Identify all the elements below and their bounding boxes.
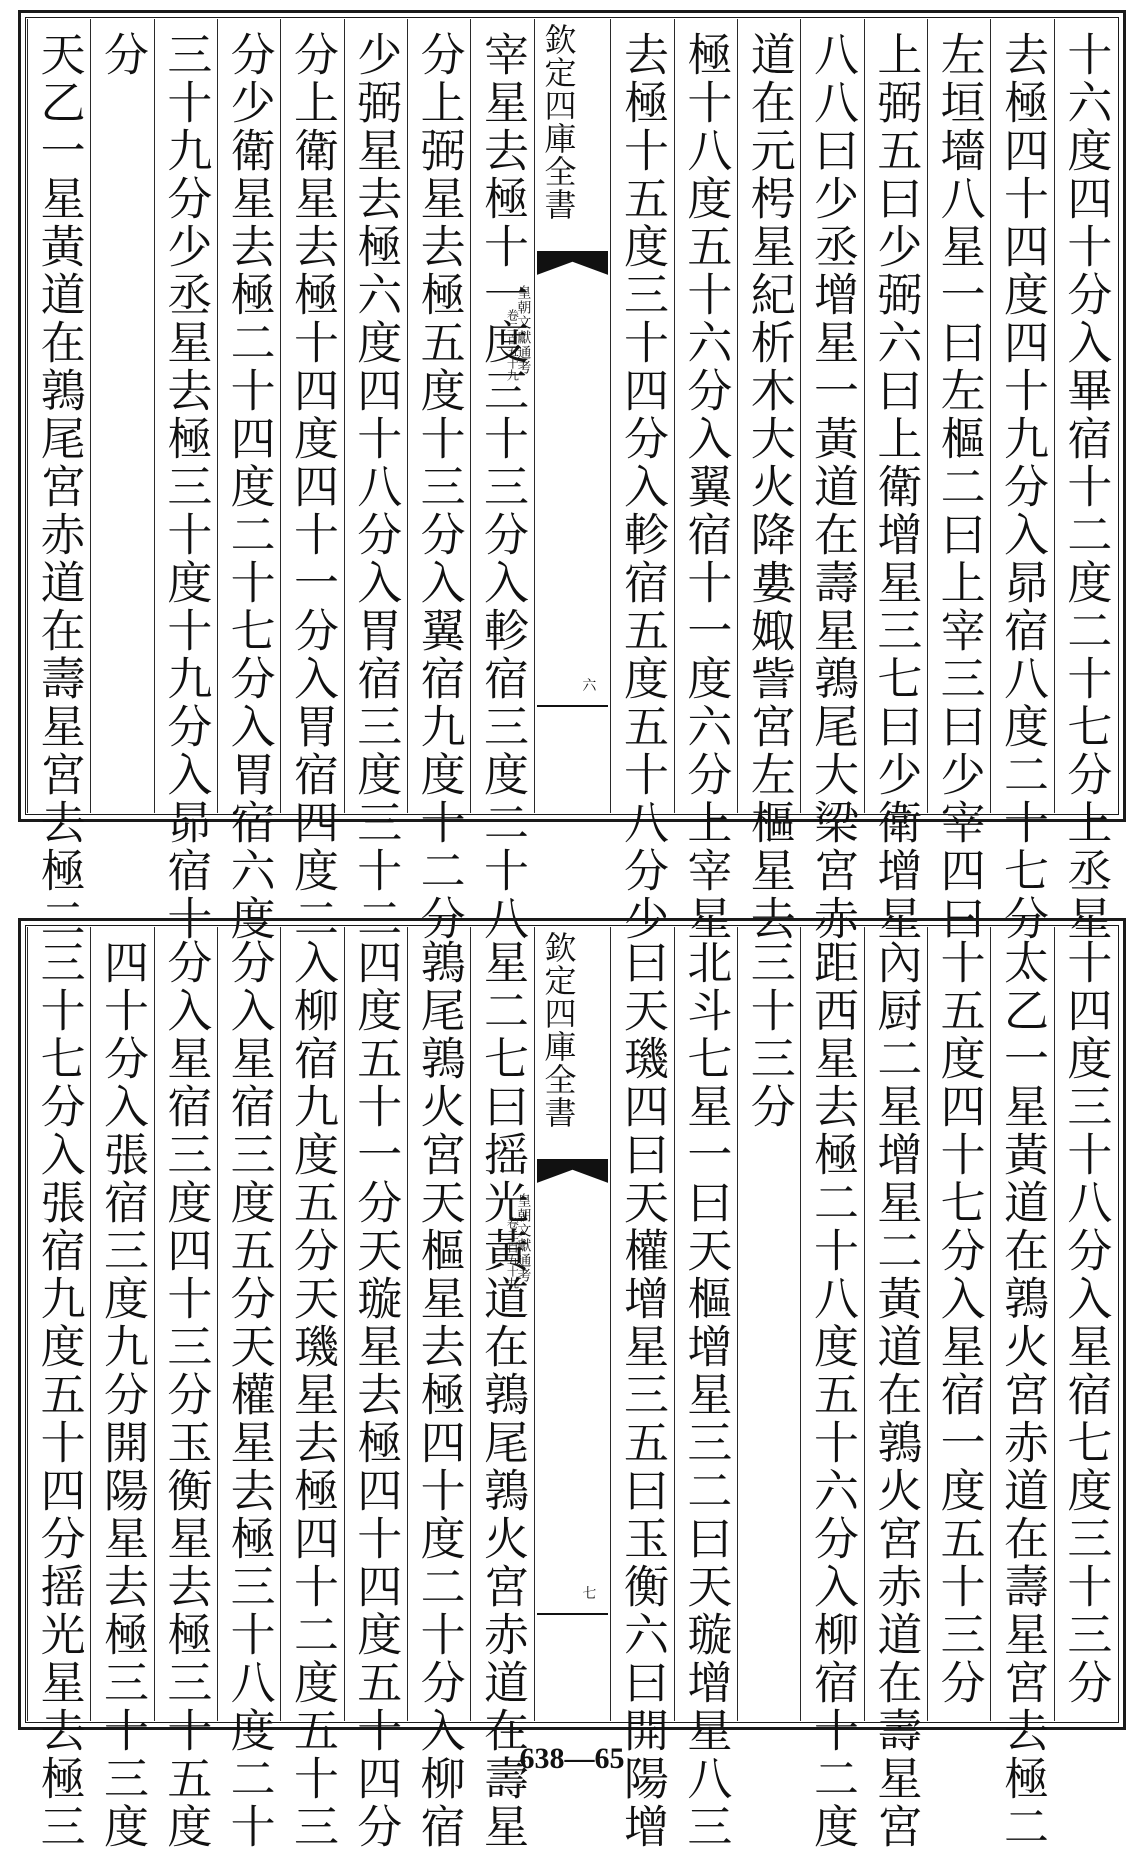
- fish-tail-mark: [537, 251, 609, 275]
- fish-tail-line: [537, 1613, 609, 1615]
- fish-tail-mark: [537, 1159, 609, 1183]
- top-page: [18, 10, 1126, 943]
- text-column: 鶉尾鶉火宮天樞星去極四十度二十分入柳宿: [407, 927, 470, 1721]
- text-column: 分入星宿三度五分天權星去極三十八度二十: [217, 927, 280, 1721]
- text-column: 入柳宿九度五分天璣星去極四十二度五十三: [280, 927, 343, 1721]
- fish-tail-line: [537, 705, 609, 707]
- text-column: 分: [90, 19, 153, 813]
- text-column: 宰星去極十一度三十三分入軫宿三度二十八: [470, 19, 533, 813]
- text-column: 去極十五度三十四分入軫宿五度五十八分少: [610, 19, 673, 813]
- text-column: 四十分入張宿三度九分開陽星去極三十三度: [90, 927, 153, 1721]
- center-strip: [505, 927, 611, 1721]
- book-title: 皇朝文獻通考: [515, 1193, 532, 1283]
- text-column: 三十三分: [737, 927, 800, 1721]
- volume-label: 卷二百五十九: [505, 1217, 520, 1289]
- text-column: 三十九分少丞星去極三十度十九分入昴宿十: [154, 19, 217, 813]
- volume-label: 卷二百五十九: [505, 309, 520, 381]
- text-column: 四度五十一分天璇星去極四十四度五十四分: [344, 927, 407, 1721]
- text-column: 少弼星去極六度四十八分入胃宿三度三十二: [344, 19, 407, 813]
- book-title: 皇朝文獻通考: [515, 285, 532, 375]
- text-column: 極十八度五十六分入翼宿十一度六分上宰星: [674, 19, 737, 813]
- text-column: 八八曰少丞增星一黃道在壽星鶉尾大梁宮赤: [800, 19, 863, 813]
- text-column: 星二七曰摇光黃道在鶉尾鶉火宮赤道在壽星: [470, 927, 533, 1721]
- text-column: 分少衛星去極二十四度二十七分入胃宿六度: [217, 19, 280, 813]
- text-column: 內厨二星增星二黃道在鶉火宮赤道在壽星宮: [864, 927, 927, 1721]
- text-column: 十五度四十七分入星宿一度五十三分: [927, 927, 990, 1721]
- text-column: 距西星去極二十八度五十六分入柳宿十二度: [800, 927, 863, 1721]
- text-column: 天乙一星黃道在鶉尾宮赤道在壽星宮去極二: [27, 19, 90, 813]
- text-column: 道在元枵星紀析木大火降婁娵訾宮左樞星去: [737, 19, 800, 813]
- text-column: 去極四十四度四十九分入昴宿八度二十七分: [990, 19, 1053, 813]
- top-page-text-area: [27, 19, 1117, 943]
- text-column: 分入星宿三度四十三分玉衡星去極三十五度: [154, 927, 217, 1721]
- text-column: 北斗七星一曰天樞增星三二曰天璇增星八三: [674, 927, 737, 1721]
- center-strip: [505, 19, 611, 813]
- leaf-number: 六: [582, 678, 597, 694]
- text-column: 三十七分入張宿九度五十四分摇光星去極三: [27, 927, 90, 1721]
- library-title: 欽定四庫全書: [539, 931, 578, 1129]
- leaf-number: 七: [582, 1586, 597, 1602]
- text-column: 分上弼星去極五度十三分入翼宿九度十二分: [407, 19, 470, 813]
- page-footer-number: 638—65: [519, 1742, 625, 1775]
- text-column: 上弼五曰少弼六曰上衛增星三七曰少衛增星: [864, 19, 927, 813]
- text-column: 分上衛星去極十四度四十一分入胃宿四度二: [280, 19, 343, 813]
- text-column: 十六度四十分入畢宿十二度二十七分上丞星: [1054, 19, 1117, 813]
- text-column: 曰天璣四曰天權增星三五曰玉衡六曰開陽增: [610, 927, 673, 1721]
- text-column: 十四度三十八分入星宿七度三十三分: [1054, 927, 1117, 1721]
- text-column: 左垣墻八星一曰左樞二曰上宰三曰少宰四曰: [927, 19, 990, 813]
- text-column: 太乙一星黃道在鶉火宮赤道在壽星宮去極二: [990, 927, 1053, 1721]
- library-title: 欽定四庫全書: [539, 23, 578, 221]
